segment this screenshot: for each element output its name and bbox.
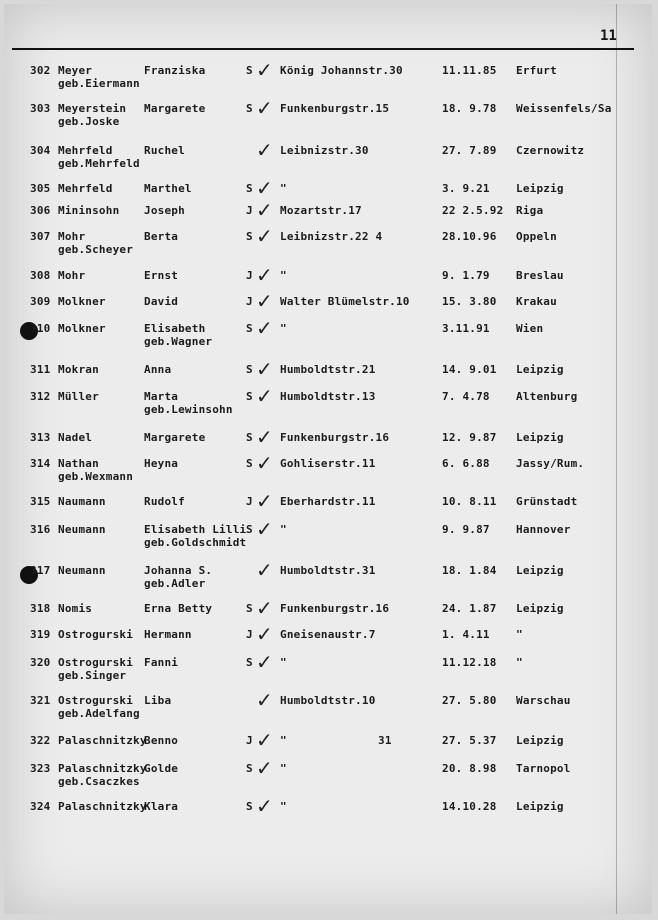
birth-date: 18. 9.78 (442, 102, 497, 115)
table-row (4, 289, 652, 325)
table-row (4, 224, 652, 260)
first-name: Marta (144, 390, 179, 403)
check-mark-icon: ✓ (256, 316, 273, 340)
street-address: " (280, 734, 287, 747)
birth-place: " (516, 656, 523, 669)
entry-number: 324 (30, 800, 51, 813)
check-mark-icon: ✓ (256, 138, 273, 162)
entry-number: 322 (30, 734, 51, 747)
birth-place: Jassy/Rum. (516, 457, 585, 470)
last-name: Meyer (58, 64, 93, 77)
birth-place: Leipzig (516, 800, 564, 813)
entry-number: 309 (30, 295, 51, 308)
last-name: Palaschnitzky (58, 800, 147, 813)
category-code: S (246, 102, 253, 115)
last-name: Nathan (58, 457, 99, 470)
check-mark-icon: ✓ (256, 289, 273, 313)
last-name: Mehrfeld (58, 182, 113, 195)
header-rule (12, 48, 634, 50)
birth-place: " (516, 628, 523, 641)
category-code: S (246, 230, 253, 243)
street-address: Humboldtstr.13 (280, 390, 376, 403)
birth-date: 28.10.96 (442, 230, 497, 243)
entry-number: 302 (30, 64, 51, 77)
entry-number: 308 (30, 269, 51, 282)
last-name: Mehrfeld (58, 144, 113, 157)
last-name: Mohr (58, 269, 86, 282)
birth-date: 27. 5.80 (442, 694, 497, 707)
birth-date: 12. 9.87 (442, 431, 497, 444)
maiden-name: geb.Eiermann (58, 77, 140, 90)
category-code: J (246, 269, 253, 282)
entry-number: 303 (30, 102, 51, 115)
check-mark-icon: ✓ (256, 451, 273, 475)
category-code: J (246, 628, 253, 641)
first-name: Fanni (144, 656, 179, 669)
address-extra: 31 (378, 734, 392, 747)
first-name: David (144, 295, 179, 308)
street-address: " (280, 182, 287, 195)
category-code: J (246, 295, 253, 308)
birth-place: Riga (516, 204, 544, 217)
last-name: Ostrogurski (58, 656, 134, 669)
first-name: Benno (144, 734, 179, 747)
street-address: Leibnizstr.22 4 (280, 230, 383, 243)
category-code: S (246, 363, 253, 376)
first-name: Klara (144, 800, 179, 813)
birth-date: 9. 9.87 (442, 523, 490, 536)
first-name: Margarete (144, 431, 206, 444)
birth-date: 18. 1.84 (442, 564, 497, 577)
check-mark-icon: ✓ (256, 650, 273, 674)
street-address: König Johannstr.30 (280, 64, 403, 77)
birth-date: 11.11.85 (442, 64, 497, 77)
check-mark-icon: ✓ (256, 517, 273, 541)
birth-date: 11.12.18 (442, 656, 497, 669)
check-mark-icon: ✓ (256, 176, 273, 200)
category-code: S (246, 762, 253, 775)
street-address: Funkenburgstr.15 (280, 102, 390, 115)
maiden-name: geb.Mehrfeld (58, 157, 140, 170)
first-name: Erna Betty (144, 602, 213, 615)
first-name: Franziska (144, 64, 206, 77)
birth-date: 27. 7.89 (442, 144, 497, 157)
first-name: Elisabeth Lilli (144, 523, 247, 536)
check-mark-icon: ✓ (256, 728, 273, 752)
birth-place: Leipzig (516, 602, 564, 615)
birth-date: 9. 1.79 (442, 269, 490, 282)
street-address: Humboldtstr.21 (280, 363, 376, 376)
entry-number: 321 (30, 694, 51, 707)
birth-place: Warschau (516, 694, 571, 707)
birth-place: Leipzig (516, 734, 564, 747)
last-name: Neumann (58, 564, 106, 577)
street-address: " (280, 322, 287, 335)
birth-place: Weissenfels/Sa (516, 102, 612, 115)
table-row (4, 316, 652, 352)
category-code: J (246, 734, 253, 747)
street-address: Gneisenaustr.7 (280, 628, 376, 641)
birth-date: 24. 1.87 (442, 602, 497, 615)
birth-place: Leipzig (516, 363, 564, 376)
birth-place: Krakau (516, 295, 557, 308)
birth-date: 7. 4.78 (442, 390, 490, 403)
category-code: S (246, 390, 253, 403)
table-row (4, 58, 652, 94)
first-name: Marthel (144, 182, 192, 195)
maiden-name: geb.Scheyer (58, 243, 134, 256)
last-name: Müller (58, 390, 99, 403)
category-code: S (246, 523, 253, 536)
birth-place: Altenburg (516, 390, 578, 403)
entry-number: 313 (30, 431, 51, 444)
first-name: Rudolf (144, 495, 185, 508)
maiden-name: geb.Adler (144, 577, 206, 590)
street-address: Mozartstr.17 (280, 204, 362, 217)
category-code: S (246, 64, 253, 77)
street-address: " (280, 656, 287, 669)
birth-place: Grünstadt (516, 495, 578, 508)
table-row (4, 728, 652, 764)
last-name: Neumann (58, 523, 106, 536)
entry-number: 306 (30, 204, 51, 217)
street-address: Humboldtstr.31 (280, 564, 376, 577)
table-row (4, 558, 652, 594)
entry-number: 317 (30, 564, 51, 577)
first-name: Ruchel (144, 144, 185, 157)
table-row (4, 622, 652, 658)
entry-number: 310 (30, 322, 51, 335)
first-name: Heyna (144, 457, 179, 470)
table-row (4, 357, 652, 393)
maiden-name: geb.Goldschmidt (144, 536, 247, 549)
entry-number: 305 (30, 182, 51, 195)
last-name: Palaschnitzky (58, 734, 147, 747)
street-address: Funkenburgstr.16 (280, 431, 390, 444)
check-mark-icon: ✓ (256, 224, 273, 248)
first-name: Liba (144, 694, 172, 707)
category-code: S (246, 656, 253, 669)
last-name: Mininsohn (58, 204, 120, 217)
category-code: S (246, 457, 253, 470)
check-mark-icon: ✓ (256, 558, 273, 582)
check-mark-icon: ✓ (256, 198, 273, 222)
birth-date: 10. 8.11 (442, 495, 497, 508)
birth-date: 14. 9.01 (442, 363, 497, 376)
birth-place: Breslau (516, 269, 564, 282)
check-mark-icon: ✓ (256, 357, 273, 381)
last-name: Mohr (58, 230, 86, 243)
check-mark-icon: ✓ (256, 489, 273, 513)
check-mark-icon: ✓ (256, 58, 273, 82)
first-name: Berta (144, 230, 179, 243)
first-name: Golde (144, 762, 179, 775)
birth-place: Leipzig (516, 182, 564, 195)
check-mark-icon: ✓ (256, 794, 273, 818)
category-code: S (246, 431, 253, 444)
document-page (4, 4, 652, 914)
table-row (4, 517, 652, 553)
check-mark-icon: ✓ (256, 622, 273, 646)
table-row (4, 794, 652, 830)
first-name: Johanna S. (144, 564, 213, 577)
check-mark-icon: ✓ (256, 756, 273, 780)
entry-number: 316 (30, 523, 51, 536)
birth-date: 3. 9.21 (442, 182, 490, 195)
table-row (4, 138, 652, 174)
street-address: Leibnizstr.30 (280, 144, 369, 157)
maiden-name: geb.Joske (58, 115, 120, 128)
birth-date: 6. 6.88 (442, 457, 490, 470)
birth-date: 20. 8.98 (442, 762, 497, 775)
table-row (4, 650, 652, 686)
birth-date: 1. 4.11 (442, 628, 490, 641)
first-name: Hermann (144, 628, 192, 641)
check-mark-icon: ✓ (256, 263, 273, 287)
maiden-name: geb.Lewinsohn (144, 403, 233, 416)
birth-place: Wien (516, 322, 544, 335)
birth-place: Leipzig (516, 564, 564, 577)
last-name: Naumann (58, 495, 106, 508)
first-name: Anna (144, 363, 172, 376)
last-name: Nadel (58, 431, 93, 444)
birth-place: Erfurt (516, 64, 557, 77)
table-row (4, 756, 652, 792)
category-code: S (246, 182, 253, 195)
entry-number: 314 (30, 457, 51, 470)
maiden-name: geb.Adelfang (58, 707, 140, 720)
birth-place: Hannover (516, 523, 571, 536)
entry-number: 315 (30, 495, 51, 508)
birth-place: Leipzig (516, 431, 564, 444)
birth-place: Tarnopol (516, 762, 571, 775)
entry-number: 323 (30, 762, 51, 775)
birth-place: Oppeln (516, 230, 557, 243)
table-row (4, 489, 652, 525)
street-address: Funkenburgstr.16 (280, 602, 390, 615)
birth-date: 15. 3.80 (442, 295, 497, 308)
street-address: " (280, 762, 287, 775)
entry-number: 320 (30, 656, 51, 669)
entry-number: 319 (30, 628, 51, 641)
first-name: Ernst (144, 269, 179, 282)
street-address: " (280, 523, 287, 536)
table-row (4, 451, 652, 487)
birth-place: Czernowitz (516, 144, 585, 157)
check-mark-icon: ✓ (256, 96, 273, 120)
birth-date: 14.10.28 (442, 800, 497, 813)
street-address: Eberhardstr.11 (280, 495, 376, 508)
category-code: S (246, 322, 253, 335)
entry-number: 318 (30, 602, 51, 615)
table-row (4, 384, 652, 420)
maiden-name: geb.Csaczkes (58, 775, 140, 788)
category-code: S (246, 800, 253, 813)
first-name: Margarete (144, 102, 206, 115)
maiden-name: geb.Wexmann (58, 470, 134, 483)
page-number: 11 (600, 28, 617, 44)
street-address: Gohliserstr.11 (280, 457, 376, 470)
entry-number: 304 (30, 144, 51, 157)
first-name: Joseph (144, 204, 185, 217)
check-mark-icon: ✓ (256, 596, 273, 620)
first-name: Elisabeth (144, 322, 206, 335)
birth-date: 27. 5.37 (442, 734, 497, 747)
check-mark-icon: ✓ (256, 425, 273, 449)
last-name: Palaschnitzky (58, 762, 147, 775)
category-code: S (246, 602, 253, 615)
check-mark-icon: ✓ (256, 384, 273, 408)
birth-date: 3.11.91 (442, 322, 490, 335)
category-code: J (246, 204, 253, 217)
last-name: Nomis (58, 602, 93, 615)
street-address: " (280, 269, 287, 282)
check-mark-icon: ✓ (256, 688, 273, 712)
last-name: Meyerstein (58, 102, 127, 115)
entry-number: 307 (30, 230, 51, 243)
last-name: Mokran (58, 363, 99, 376)
street-address: Walter Blümelstr.10 (280, 295, 410, 308)
maiden-name: geb.Wagner (144, 335, 213, 348)
table-row (4, 96, 652, 132)
last-name: Ostrogurski (58, 694, 134, 707)
street-address: Humboldtstr.10 (280, 694, 376, 707)
entry-number: 311 (30, 363, 51, 376)
entry-number: 312 (30, 390, 51, 403)
last-name: Ostrogurski (58, 628, 134, 641)
birth-date: 22 2.5.92 (442, 204, 504, 217)
table-row (4, 688, 652, 724)
last-name: Molkner (58, 322, 106, 335)
street-address: " (280, 800, 287, 813)
category-code: J (246, 495, 253, 508)
last-name: Molkner (58, 295, 106, 308)
maiden-name: geb.Singer (58, 669, 127, 682)
